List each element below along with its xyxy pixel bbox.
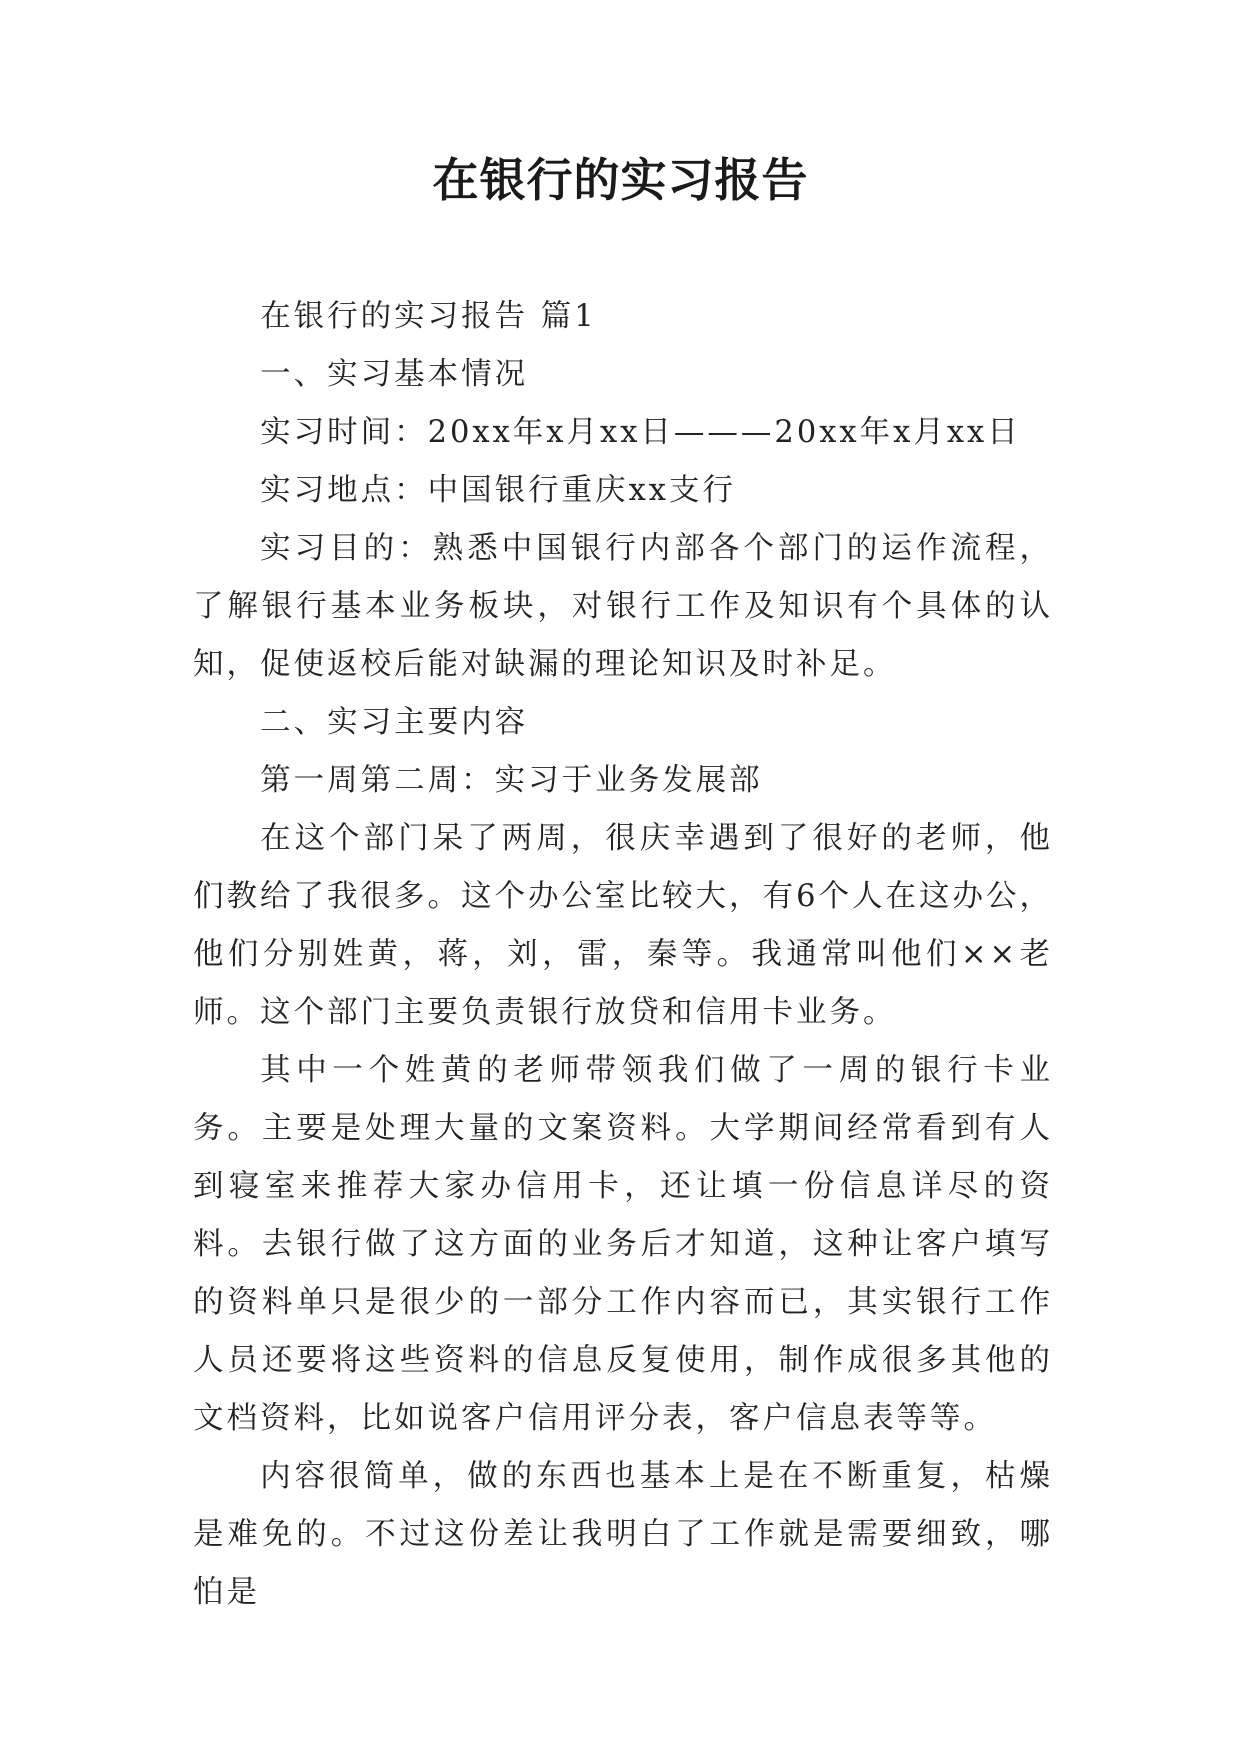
- paragraph: 在这个部门呆了两周，很庆幸遇到了很好的老师，他们教给了我很多。这个办公室比较大，有6个人在这办公，他们分别姓黄，蒋，刘，雷，秦等。我通常叫他们××老师。这个部门主要负责银行放贷和信用卡业务。: [193, 821, 1053, 1030]
- section-heading: 二、实习主要内容: [260, 705, 529, 740]
- paragraph: 实习时间：20xx年x月xx日———20xx年x月xx日: [260, 415, 1021, 450]
- paragraph: 其中一个姓黄的老师带领我们做了一周的银行卡业务。主要是处理大量的文案资料。大学期间经常看到有人到寝室来推荐大家办信用卡，还让填一份信息详尽的资料。去银行做了这方面的业务后才知道，这种让客户填写的资料单只是很少的一部分工作内容而已，其实银行工作人员还要将这些资料的信息反复使用，制作成很多其他的文档资料，比如说客户信用评分表，客户信息表等等。: [193, 1053, 1053, 1436]
- paragraph: 内容很简单，做的东西也基本上是在不断重复，枯燥是难免的。不过这份差让我明白了工作就是需要细致，哪怕是: [193, 1459, 1053, 1610]
- document-body: [193, 288, 1053, 1622]
- paragraph: 实习目的：熟悉中国银行内部各个部门的运作流程，了解银行基本业务板块，对银行工作及知识有个具体的认知，促使返校后能对缺漏的理论知识及时补足。: [193, 531, 1053, 682]
- document-title: 在银行的实习报告: [432, 153, 809, 207]
- paragraph: 实习地点：中国银行重庆xx支行: [260, 473, 736, 508]
- section-heading: 一、实习基本情况: [260, 357, 529, 392]
- section-heading: 在银行的实习报告 篇1: [260, 299, 597, 334]
- paragraph: 第一周第二周：实习于业务发展部: [260, 763, 763, 798]
